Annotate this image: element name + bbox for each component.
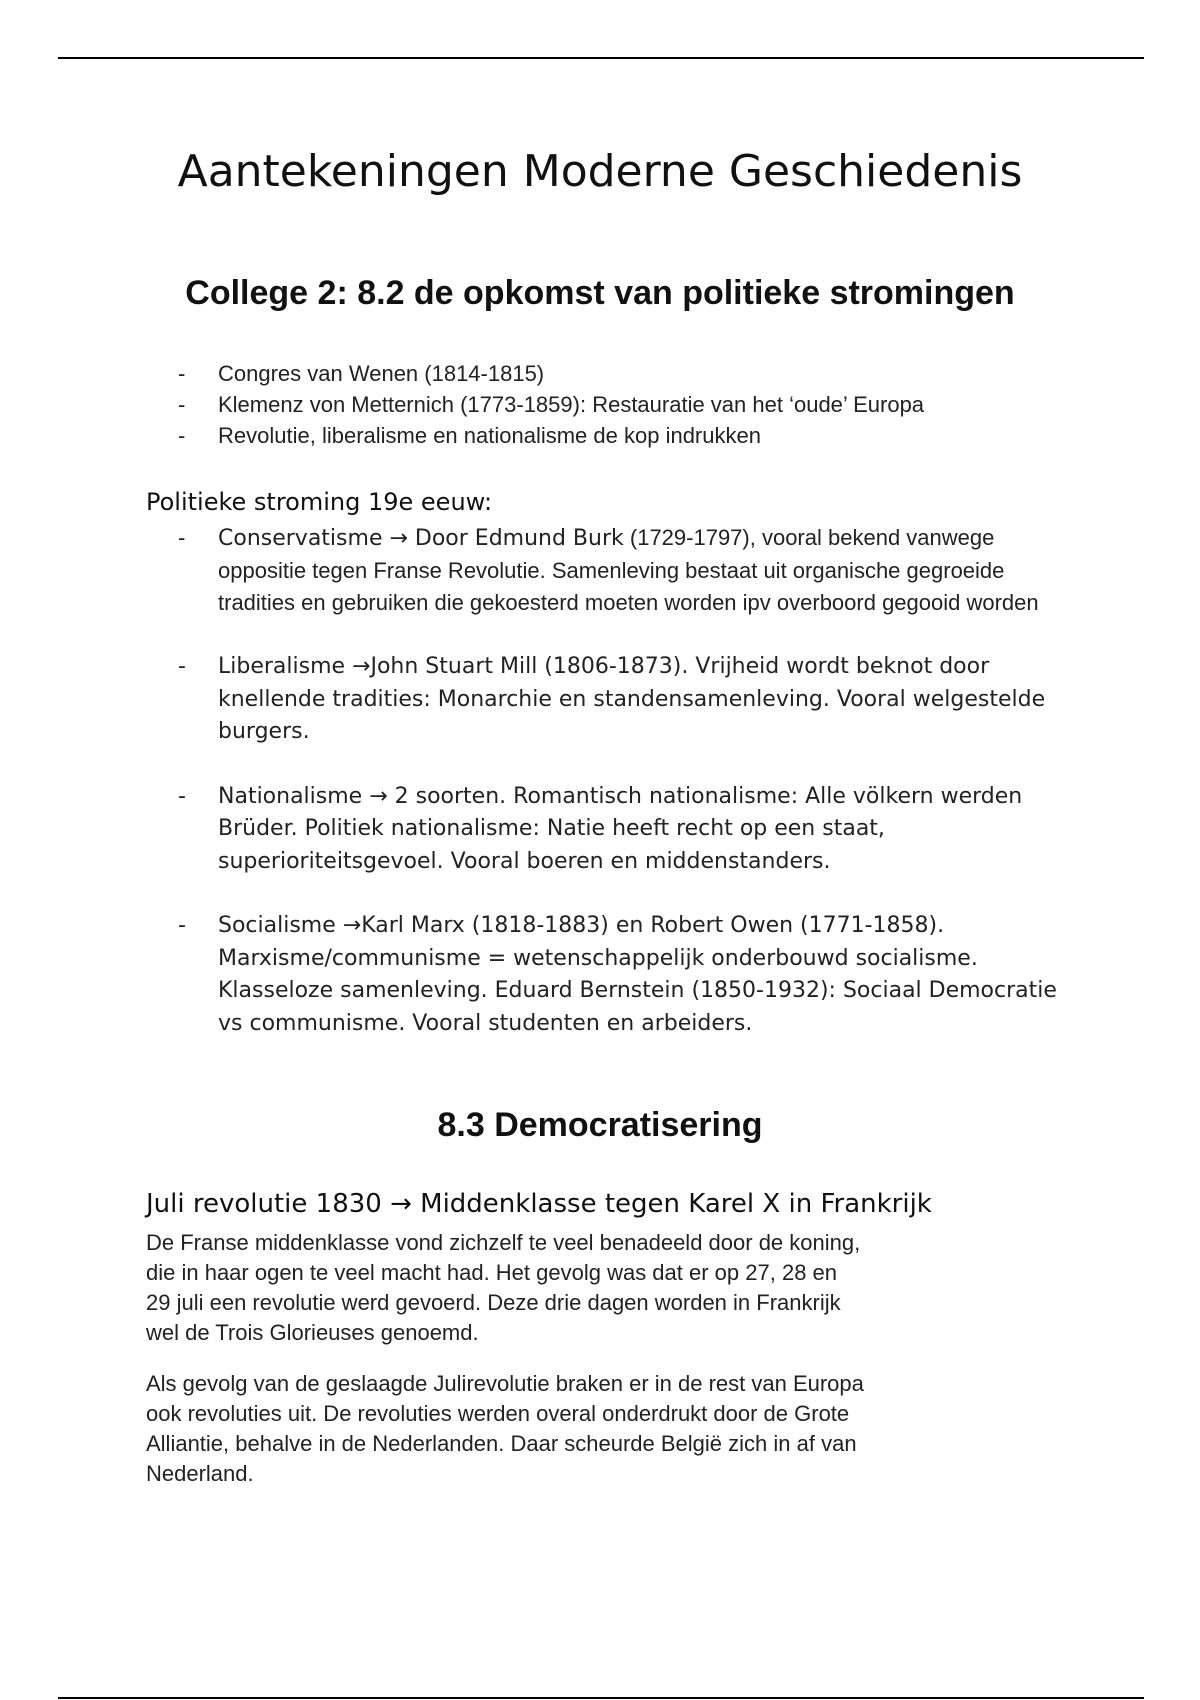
list-item: [178, 420, 924, 451]
list-item-text: Congres van Wenen (1814-1815): [218, 361, 545, 386]
section-heading-college-2: College 2: 8.2 de opkomst van politieke stromingen: [185, 274, 1015, 312]
list-item-liberalisme: [178, 651, 1078, 749]
bullet-dash: -: [178, 392, 186, 417]
list-item-socialisme: [178, 910, 1078, 1040]
list-item-text: Liberalisme →John Stuart Mill (1806-1873). Vrijheid wordt beknot door knellende tradities: Monarchie en standensamenleving. Vooral welgestelde burgers.: [218, 654, 1046, 744]
top-rule: [58, 57, 1144, 59]
list-item-text: Revolutie, liberalisme en nationalisme de kop indrukken: [218, 423, 761, 448]
list-item: [178, 358, 924, 389]
bullet-dash: -: [178, 783, 186, 809]
bullet-dash: -: [178, 361, 186, 386]
stromingen-list: [178, 522, 1078, 1072]
bullet-dash: -: [178, 654, 186, 679]
list-item-lead: Conservatisme → Door Edmund Burk: [218, 526, 624, 551]
bullet-dash: -: [178, 913, 186, 938]
document-title: Aantekeningen Moderne Geschiedenis: [177, 146, 1023, 197]
list-item-conservatisme: [178, 522, 1078, 619]
list-item-text: Socialisme →Karl Marx (1818-1883) en Robert Owen (1771-1858). Marxisme/communisme = wetenschappelijk onderbouwd socialisme. Klasseloze samenleving. Eduard Bernstein (1850-1932): Sociaal Democratie vs communisme. Vooral studenten en arbeiders.: [218, 913, 1057, 1036]
subheading-juli-revolutie: Juli revolutie 1830 → Middenklasse tegen Karel X in Frankrijk: [146, 1189, 932, 1219]
paragraph: Als gevolg van de geslaagde Julirevolutie braken er in de rest van Europa ook revoluties uit. De revoluties werden overal onderdrukt door de Grote Alliantie, behalve in de Nederlanden. Daar scheurde België zich in af van Nederland.: [146, 1371, 864, 1486]
bullet-dash: -: [178, 423, 186, 448]
list-item-text: Nationalisme → 2 soorten. Romantisch nationalisme: Alle völkern werden Brüder. Politiek nationalisme: Natie heeft recht op een staat, superioriteitsgevoel. Vooral boeren en middenstanders.: [218, 783, 1023, 874]
list-item: [178, 389, 924, 420]
section-heading-democratisering: 8.3 Democratisering: [437, 1106, 763, 1144]
bottom-rule: [58, 1697, 1144, 1699]
list-item-nationalisme: [178, 781, 1078, 879]
list-item-text: Klemenz von Metternich (1773-1859): Restauratie van het ‘oude’ Europa: [218, 392, 925, 417]
bullet-dash: -: [178, 525, 186, 550]
intro-bullet-list: [178, 358, 924, 451]
subheading-politieke-stroming: Politieke stroming 19e eeuw:: [146, 488, 493, 516]
list-item-text: (1729-1797), vooral bekend vanwege oppositie tegen Franse Revolutie. Samenleving bestaat uit organische gegroeide tradities en gebruiken die gekoesterd moeten worden ipv overboord gegooid worden: [218, 525, 1039, 615]
paragraph: De Franse middenklasse vond zichzelf te veel benadeeld door de koning, die in haar ogen te veel macht had. Het gevolg was dat er op 27, 28 en 29 juli een revolutie werd gevoerd. Deze drie dagen worden in Frankrijk wel de Trois Glorieuses genoemd.: [146, 1230, 861, 1345]
